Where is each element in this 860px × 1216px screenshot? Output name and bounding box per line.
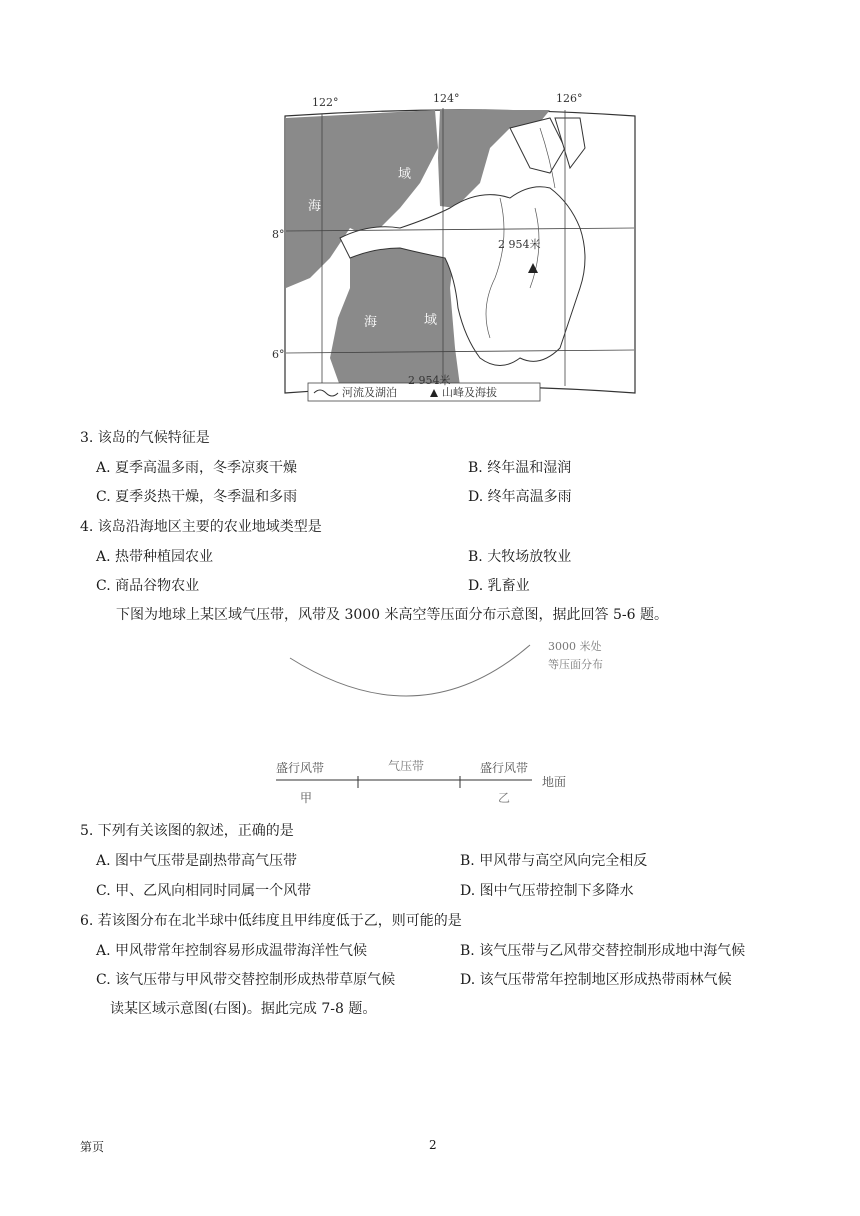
lat-label-6: 6° [272,348,285,361]
island-map-figure [272,88,640,413]
isobar-label-line2: 等压面分布 [548,658,603,671]
question-4-stem: 4. 该岛沿海地区主要的农业地域类型是 [80,519,322,535]
question-3-option-a: A. 夏季高温多雨，冬季凉爽干燥 [96,460,298,476]
legend-peak-value: 2 954米 [408,374,451,387]
intro-5-6: 下图为地球上某区域气压带，风带及 3000 米高空等压面分布示意图，据此回答 5-6 题。 [116,607,668,623]
legend-peak: 山峰及海拔 [442,386,497,399]
question-3-option-d: D. 终年高温多雨 [468,489,572,505]
sea-label-bottom-0: 海 [364,315,378,330]
question-4-option-b: B. 大牧场放牧业 [468,549,572,565]
lat-label-8: 8° [272,228,285,241]
lon-label-122: 122° [312,96,339,109]
question-3-option-c: C. 夏季炎热干燥，冬季温和多雨 [96,489,298,505]
question-5-option-b: B. 甲风带与高空风向完全相反 [460,853,648,869]
sea-label-top-1: 域 [398,167,412,182]
footer-left: 第页 [80,1140,105,1154]
isobar-label-line1: 3000 米处 [548,640,602,653]
peak-label: 2 954米 [498,238,541,251]
question-3-option-b: B. 终年温和湿润 [468,460,572,476]
question-6-option-a: A. 甲风带常年控制容易形成温带海洋性气候 [96,943,368,959]
sea-label-bottom-1: 域 [424,313,438,328]
belt-right-label: 盛行风带 [480,761,529,775]
belt-left-label: 盛行风带 [276,761,325,775]
question-4-option-a: A. 热带种植园农业 [96,549,214,565]
pressure-belt-diagram [270,630,670,810]
question-5-stem: 5. 下列有关该图的叙述，正确的是 [80,823,294,839]
sea-label-top-0: 海 [308,199,322,214]
isobar-curve [290,645,530,696]
question-6-option-c: C. 该气压带与甲风带交替控制形成热带草原气候 [96,972,396,988]
question-3-stem: 3. 该岛的气候特征是 [80,430,210,446]
question-5-option-a: A. 图中气压带是副热带高气压带 [96,853,298,869]
question-5-option-c: C. 甲、乙风向相同时同属一个风带 [96,883,312,899]
question-6-option-b: B. 该气压带与乙风带交替控制形成地中海气候 [460,943,746,959]
question-6-option-d: D. 该气压带常年控制地区形成热带雨林气候 [460,972,732,988]
question-4-option-d: D. 乳畜业 [468,578,530,594]
intro-7-8: 读某区域示意图(右图)。据此完成 7-8 题。 [110,1001,377,1017]
belt-middle-label: 气压带 [388,759,425,773]
lon-label-124: 124° [433,92,460,105]
yi-label: 乙 [498,791,511,805]
legend-river: 河流及湖泊 [342,386,397,399]
jia-label: 甲 [300,791,313,805]
question-4-option-c: C. 商品谷物农业 [96,578,200,594]
question-5-option-d: D. 图中气压带控制下多降水 [460,883,634,899]
question-6-stem: 6. 若该图分布在北半球中低纬度且甲纬度低于乙，则可能的是 [80,913,462,929]
ground-label: 地面 [542,775,567,789]
page-number: 2 [429,1138,437,1152]
lon-label-126: 126° [556,92,583,105]
